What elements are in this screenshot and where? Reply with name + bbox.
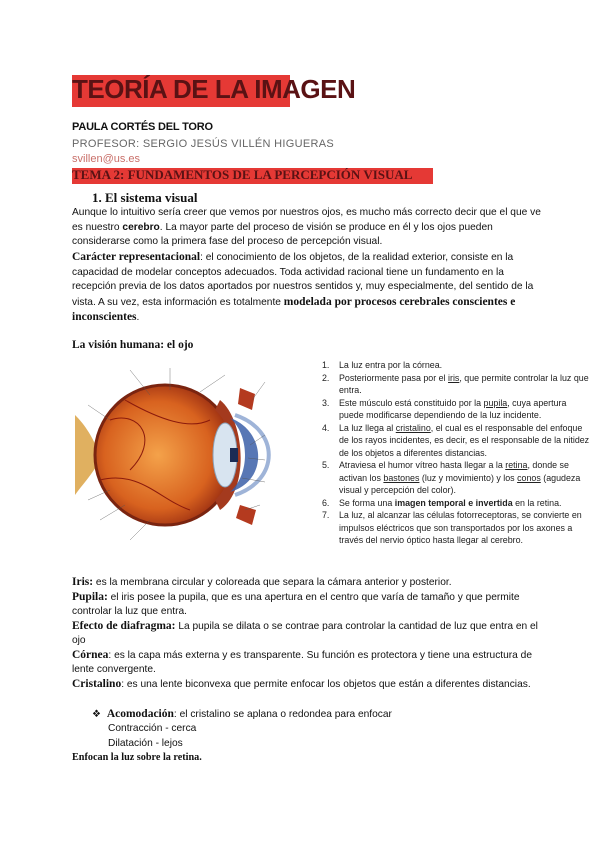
page-title: TEORÍA DE LA IMAGEN <box>72 74 356 104</box>
author-name: PAULA CORTÉS DEL TORO <box>72 121 213 133</box>
closing-statement: Enfocan la luz sobre la retina. <box>72 752 202 763</box>
topic-heading: TEMA 2: FUNDAMENTOS DE LA PERCEPCIÓN VISUAL <box>72 167 413 182</box>
list-item: 7. La luz, al alcanzar las células fotorreceptoras, se convierte en impulsos eléctricos que son transportados por los axones a través del nervio óptico hasta llegar al cerebro. <box>322 510 582 545</box>
diamond-bullet-icon: ❖ <box>92 709 102 720</box>
list-item: 4. La luz llega al cristalino, el cual es el responsable del enfoque de los rayos incidentes, es decir, es el responsable de la nitidez de los objetos a diferentes distancias. <box>322 422 590 458</box>
list-item: 1. La luz entra por la córnea. <box>322 360 443 370</box>
section-heading: 1. El sistema visual <box>92 190 198 205</box>
professor-line: PROFESOR: SERGIO JESÚS VILLÉN HIGUERAS <box>72 138 335 150</box>
contraccion-line: Contracción - cerca <box>108 723 197 734</box>
intro-paragraph: Aunque lo intuitivo sería creer que vemos por nuestros ojos, es mucho más correcto decir que el que ve es nuestro cerebro. La mayor parte del proceso de visión se produce en él y los ojos pueden considerarse como la primera fase del proceso de percepción visual. <box>72 207 541 248</box>
eye-anatomy-drawing <box>75 385 269 525</box>
list-item: 5. Atraviesa el humor vítreo hasta llegar a la retina, donde se activan los bastones (luz y movimiento) y los conos (agudeza visual y percepción del color). <box>322 460 581 495</box>
email-link[interactable]: svillen@us.es <box>72 153 141 165</box>
list-item: 6. Se forma una imagen temporal e invertida en la retina. <box>322 497 562 508</box>
list-item: 3. Este músculo está constituido por la pupila, cuya apertura puede modificarse dependiendo de la luz incidente. <box>322 397 567 420</box>
list-item: 2. Posteriormente pasa por el iris, que permite controlar la luz que entra. <box>322 372 589 395</box>
definition-iris: Iris: es la membrana circular y coloreada que separa la cámara anterior y posterior. <box>72 576 452 588</box>
eye-diagram-image <box>70 360 310 550</box>
definition-cornea: Córnea: es la capa más externa y es transparente. Su función es protectora y tiene una estructura de lente convergente. <box>72 649 533 676</box>
definition-cristalino: Cristalino: es una lente biconvexa que permite enfocar los objetos que están a diferentes distancias. <box>72 678 531 690</box>
representational-paragraph: Carácter representacional: el conocimiento de los objetos, de la realidad exterior, consiste en la capacidad de modelar conceptos adecuados. Toda actividad racional tiene un fundamento en la recepción previa de los datos aportados por nuestros sentidos y, muy especialmente, del sentido de la vista. A su vez, esta información es totalmente modelada por procesos cerebrales conscientes e inconscientes. <box>72 251 534 324</box>
eye-heading: La visión humana: el ojo <box>72 339 194 351</box>
vision-steps-list <box>322 359 590 547</box>
dilatacion-line: Dilatación - lejos <box>108 738 183 749</box>
definition-acomodacion: ❖ Acomodación: el cristalino se aplana o redondea para enfocar <box>92 708 392 720</box>
definition-pupila: Pupila: el iris posee la pupila, que es una apertura en el centro que varía de tamaño y que permite controlar la luz que entra. <box>72 591 520 618</box>
definition-diafragma: Efecto de diafragma: La pupila se dilata o se contrae para controlar la cantidad de luz que entra en el ojo <box>72 620 538 647</box>
